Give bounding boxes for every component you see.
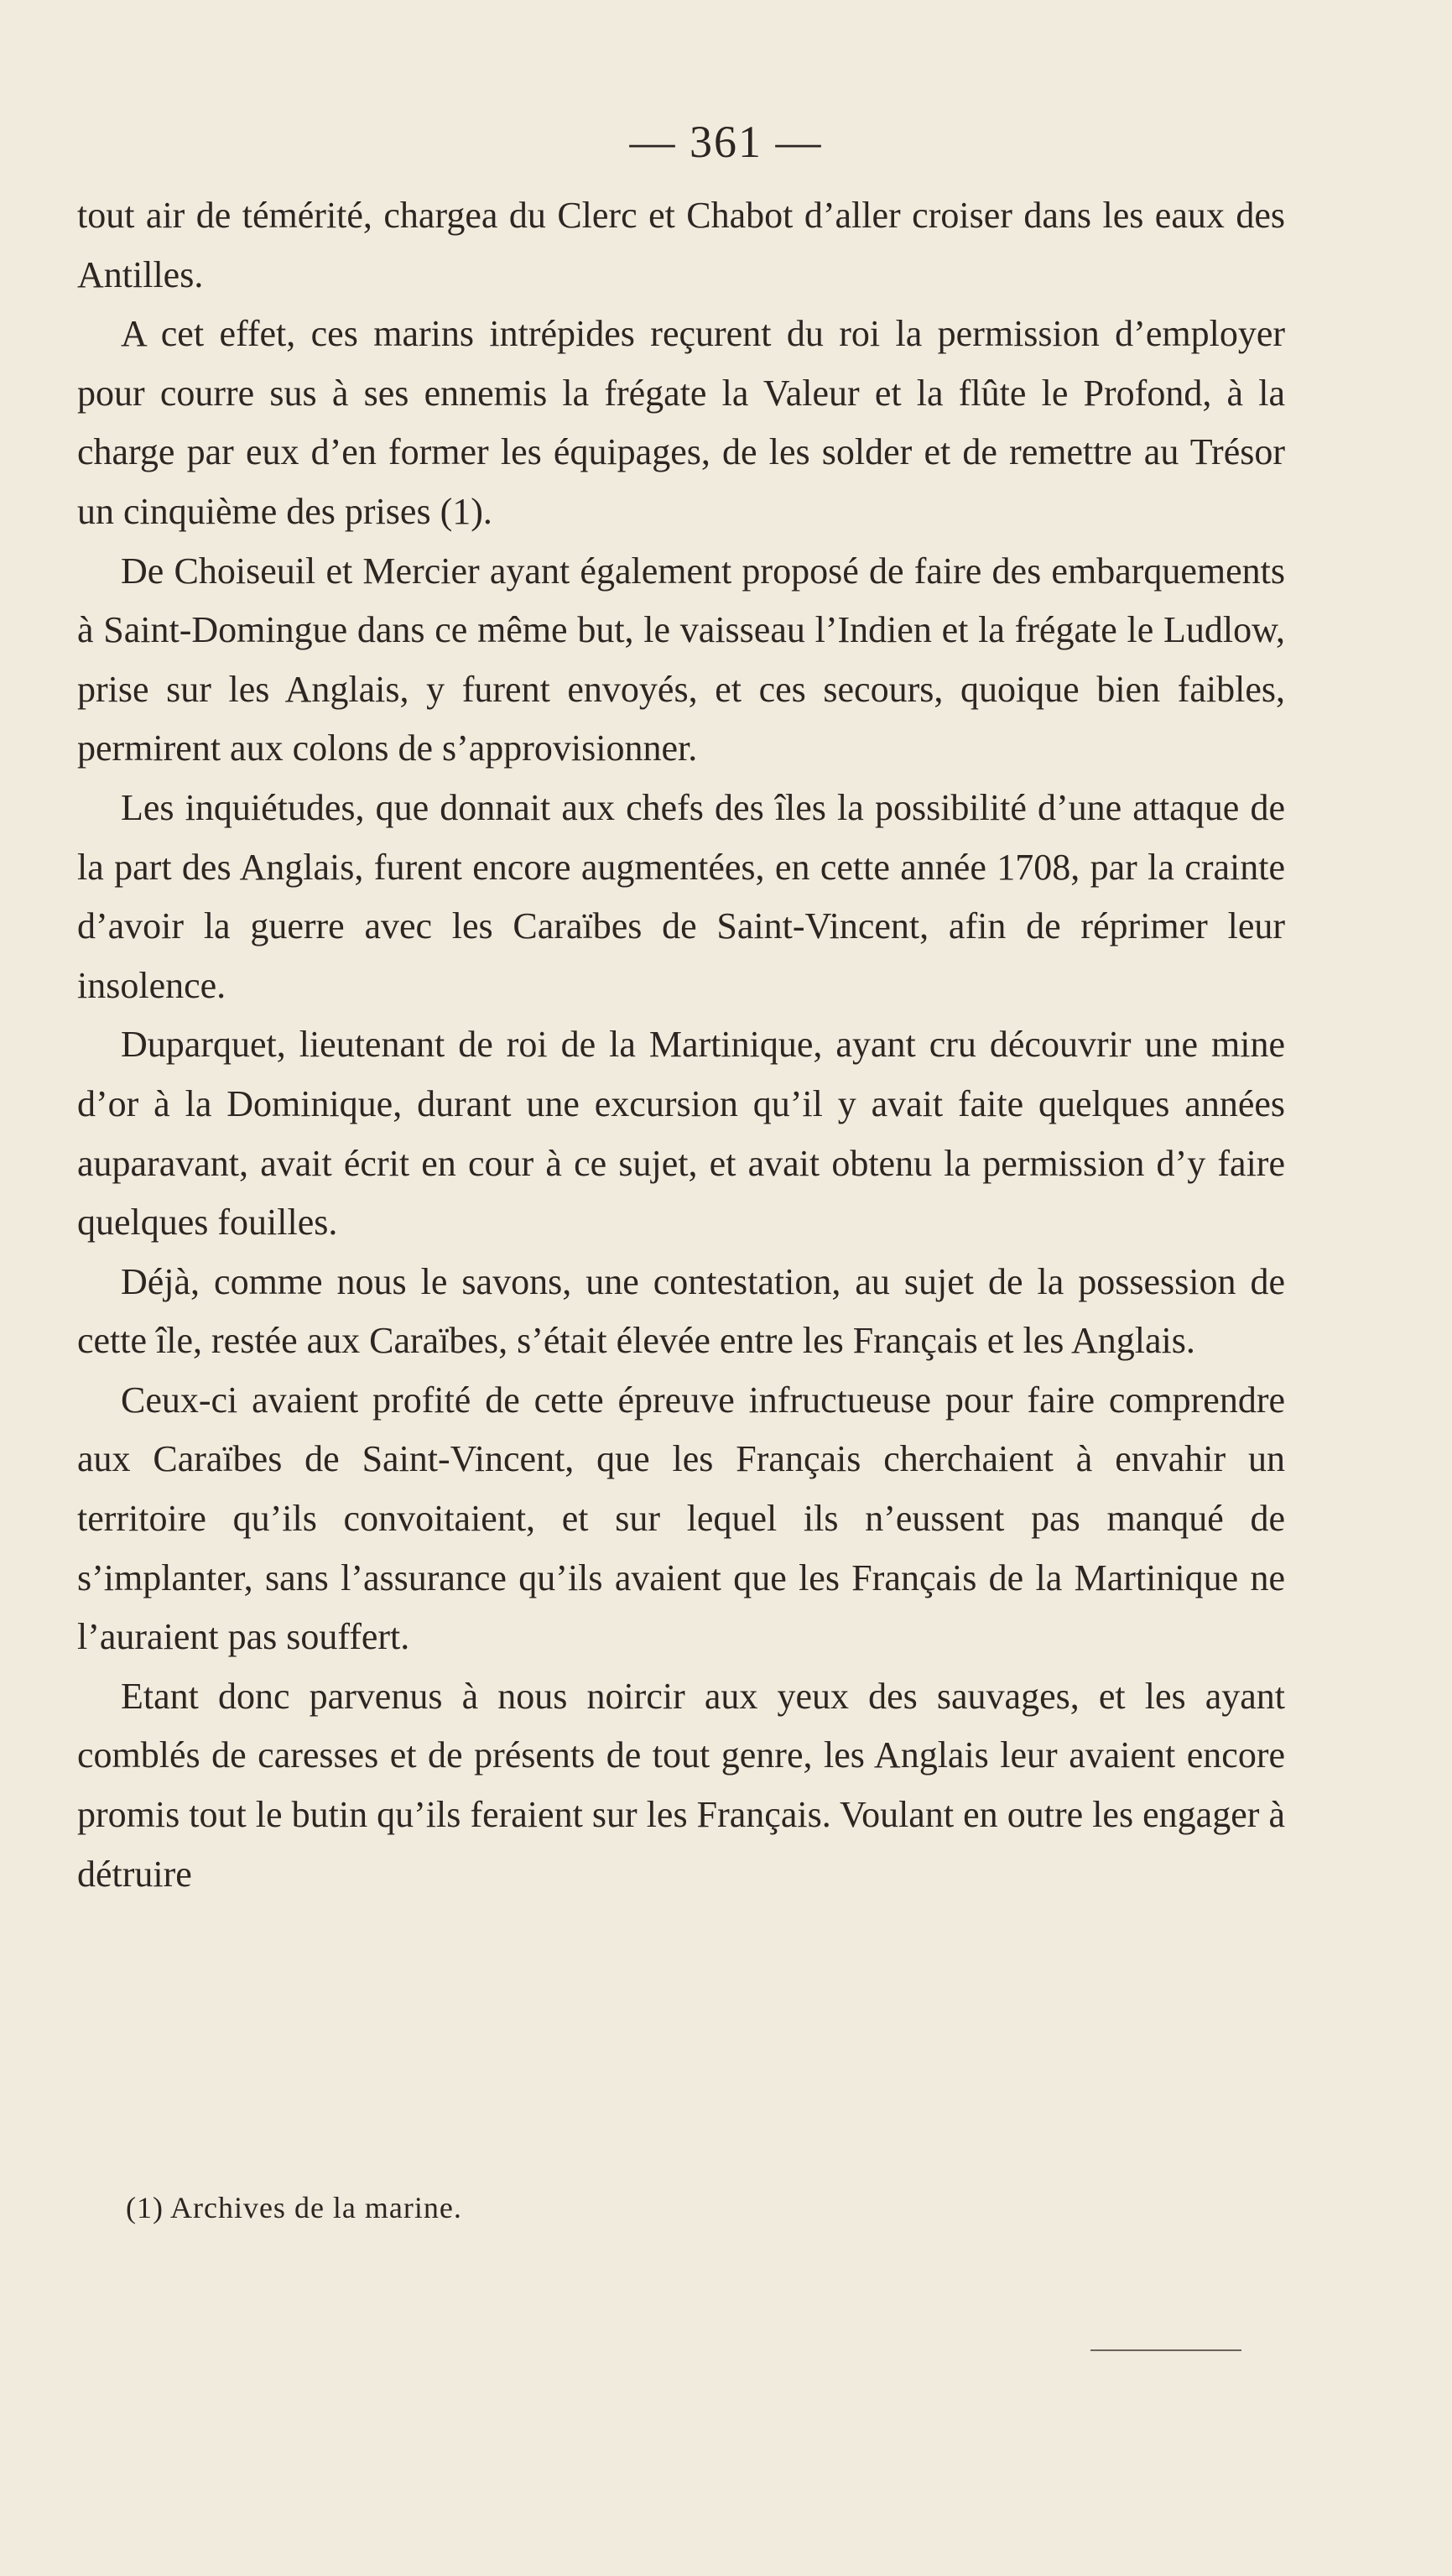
paragraph-4: Les inquiétudes, que donnait aux chefs des îles la possibilité d’une attaque de la part des Anglais, furent encore augmentées, en cette année 1708, par la crainte d’avoir la guerre avec les Caraïbes de Saint-Vincent, afin de réprimer leur insolence. [77,786,1285,1006]
paragraph-1: tout air de témérité, chargea du Clerc et Chabot d’aller croiser dans les eaux des Antilles. [77,195,1285,295]
paragraph-5: Duparquet, lieutenant de roi de la Martinique, ayant cru découvrir une mine d’or à la Dominique, durant une excursion qu’il y avait faite quelques années auparavant, avait écrit en cour à ce sujet, et avait obtenu la permission d’y faire quelques fouilles. [77,1024,1285,1244]
paragraph-3: De Choiseuil et Mercier ayant également proposé de faire des embarquements à Saint-Domingue dans ce même but, le vaisseau l’Indien et la frégate le Ludlow, prise sur les Anglais, y furent envoyés, et ces secours, quoique bien faibles, permirent aux colons de s’approvisionner. [77,550,1285,769]
footnote: (1) Archives de la marine. [126,2191,462,2224]
paragraph-7: Ceux-ci avaient profité de cette épreuve infructueuse pour faire comprendre aux Caraïbes de Saint-Vincent, que les Français cherchaient à envahir un territoire qu’ils convoitaient, et sur lequel ils n’eussent pas manqué de s’implanter, sans l’assurance qu’ils avaient que les Français de la Martinique ne l’auraient pas souffert. [77,1379,1285,1658]
bottom-rule [1090,2349,1241,2351]
page-number: — 361 — [629,117,823,167]
body-text [77,186,1285,1904]
paragraph-6: Déjà, comme nous le savons, une contestation, au sujet de la possession de cette île, restée aux Caraïbes, s’était élevée entre les Français et les Anglais. [77,1260,1285,1362]
paragraph-2: A cet effet, ces marins intrépides reçurent du roi la permission d’employer pour courre sus à ses ennemis la frégate la Valeur et la flûte le Profond, à la charge par eux d’en former les équipages, de les solder et de remettre au Trésor un cinquième des prises (1). [77,313,1285,532]
paragraph-8: Etant donc parvenus à nous noircir aux yeux des sauvages, et les ayant comblés de caresses et de présents de tout genre, les Anglais leur avaient encore promis tout le butin qu’ils feraient sur les Français. Voulant en outre les engager à détruire [77,1675,1285,1895]
